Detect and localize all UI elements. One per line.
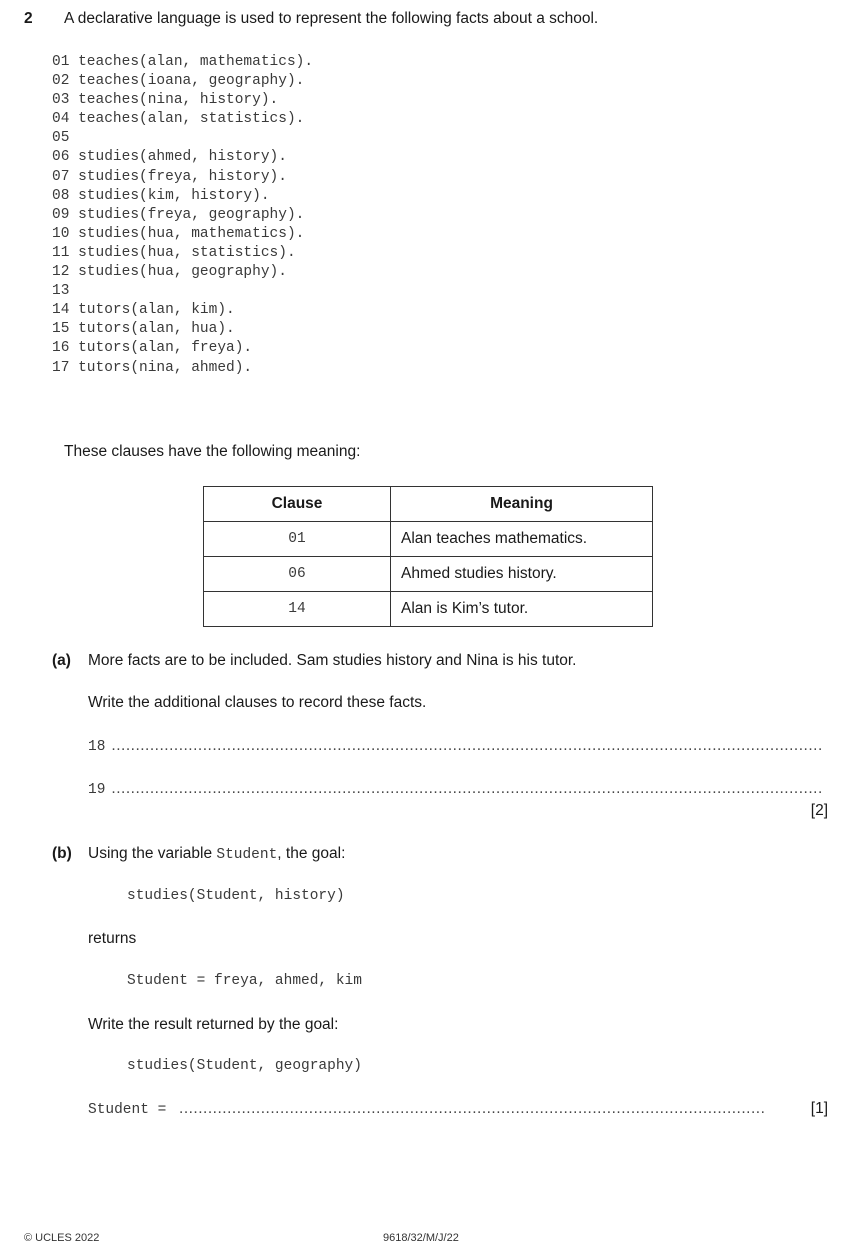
- table-row: [204, 557, 653, 592]
- code-line: 02 teaches(ioana, geography).: [52, 73, 305, 90]
- answer-dots: ....................................................................................................................................................: [111, 780, 823, 797]
- code-line: 07 studies(freya, history).: [52, 168, 287, 185]
- part-b-label: (b): [52, 845, 72, 862]
- meaning-intro: These clauses have the following meaning:: [64, 443, 361, 460]
- goal-geography: studies(Student, geography): [127, 1058, 362, 1074]
- code-line: 01 teaches(alan, mathematics).: [52, 54, 314, 70]
- line-number: 19: [88, 782, 106, 798]
- answer-dots: ..........................................................................................................................: [179, 1100, 766, 1117]
- goal-history: studies(Student, history): [127, 888, 345, 904]
- code-line: 13: [52, 283, 70, 300]
- answer-line-student[interactable]: [88, 1100, 808, 1118]
- clause-cell: 14: [204, 592, 391, 627]
- clause-cell: 01: [204, 522, 391, 557]
- variable-name: Student: [216, 847, 278, 863]
- table-row: [204, 592, 653, 627]
- table-row: [204, 522, 653, 557]
- question-number: 2: [24, 10, 33, 27]
- part-b-text: [88, 845, 345, 863]
- code-line: 10 studies(hua, mathematics).: [52, 225, 305, 242]
- part-b-text-after: , the goal:: [277, 845, 346, 862]
- result-history: Student = freya, ahmed, kim: [127, 973, 362, 989]
- code-line: 06 studies(ahmed, history).: [52, 149, 287, 166]
- meaning-cell: Alan is Kim’s tutor.: [391, 592, 653, 627]
- code-line: 12 studies(hua, geography).: [52, 264, 287, 281]
- footer-copyright: © UCLES 2022: [24, 1232, 100, 1244]
- answer-line-18[interactable]: [88, 737, 840, 755]
- code-line: 04 teaches(alan, statistics).: [52, 111, 305, 128]
- part-b-marks: [1]: [810, 1100, 828, 1117]
- code-line: 14 tutors(alan, kim).: [52, 302, 235, 319]
- line-number: 18: [88, 739, 106, 755]
- meaning-cell: Ahmed studies history.: [391, 557, 653, 592]
- answer-line-19[interactable]: [88, 780, 840, 798]
- question-intro: A declarative language is used to represent the following facts about a school.: [64, 10, 599, 27]
- code-line: 09 studies(freya, geography).: [52, 206, 305, 223]
- table-header-meaning: Meaning: [391, 487, 653, 522]
- meaning-table: [203, 486, 653, 627]
- code-line: 05: [52, 130, 70, 147]
- code-line: 08 studies(kim, history).: [52, 187, 270, 204]
- meaning-cell: Alan teaches mathematics.: [391, 522, 653, 557]
- answer-dots: ....................................................................................................................................................: [111, 737, 823, 754]
- returns-text: returns: [88, 930, 137, 947]
- code-line: 11 studies(hua, statistics).: [52, 244, 296, 261]
- part-a-instruction: Write the additional clauses to record these facts.: [88, 694, 427, 711]
- code-listing: [52, 53, 313, 378]
- part-a-label: (a): [52, 652, 71, 669]
- table-header-clause: Clause: [204, 487, 391, 522]
- answer-label: Student =: [88, 1102, 176, 1118]
- part-a-marks: [2]: [810, 802, 828, 819]
- code-line: 15 tutors(alan, hua).: [52, 321, 235, 338]
- clause-cell: 06: [204, 557, 391, 592]
- part-b-text-before: Using the variable: [88, 845, 217, 862]
- code-line: 03 teaches(nina, history).: [52, 92, 279, 109]
- part-a-text: More facts are to be included. Sam studies history and Nina is his tutor.: [88, 652, 577, 669]
- code-line: 16 tutors(alan, freya).: [52, 340, 253, 357]
- part-b-instruction: Write the result returned by the goal:: [88, 1016, 339, 1033]
- footer-paper-code: 9618/32/M/J/22: [383, 1232, 459, 1244]
- code-line: 17 tutors(nina, ahmed).: [52, 359, 253, 376]
